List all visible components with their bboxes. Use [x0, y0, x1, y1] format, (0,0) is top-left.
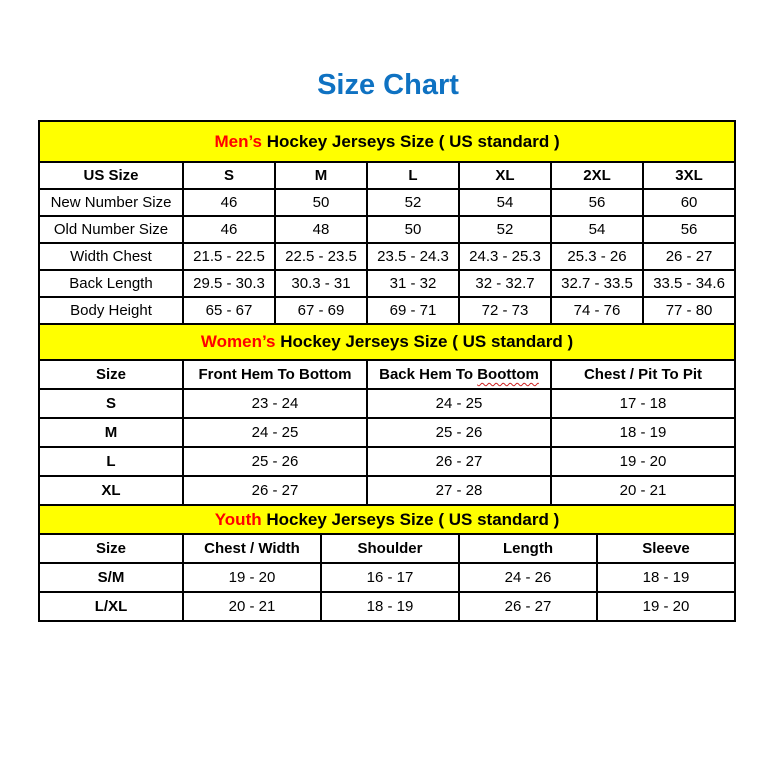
size-value-cell: 24.3 - 25.3 [459, 243, 551, 270]
size-value-cell: 25 - 26 [367, 418, 551, 447]
row-label: S/M [39, 563, 183, 592]
misspelled-word: Boottom [477, 366, 539, 383]
size-value-cell: 33.5 - 34.6 [643, 270, 735, 297]
row-label: Body Height [39, 297, 183, 324]
size-value-cell: 74 - 76 [551, 297, 643, 324]
size-value-cell: 46 [183, 216, 275, 243]
size-value-cell: 50 [275, 189, 367, 216]
mens-col-header: US Size [39, 162, 183, 189]
womens-row [39, 447, 735, 476]
mens-col-header: M [275, 162, 367, 189]
size-value-cell: 18 - 19 [597, 563, 735, 592]
size-value-cell: 54 [459, 189, 551, 216]
size-value-cell: 22.5 - 23.5 [275, 243, 367, 270]
womens-row [39, 418, 735, 447]
size-value-cell: 19 - 20 [183, 563, 321, 592]
size-value-cell: 52 [459, 216, 551, 243]
page-title: Size Chart [317, 69, 459, 101]
size-value-cell: 31 - 32 [367, 270, 459, 297]
womens-col-header: Back Hem To Boottom [367, 360, 551, 389]
mens-row [39, 216, 735, 243]
mens-header-row [39, 162, 735, 189]
size-value-cell: 27 - 28 [367, 476, 551, 505]
youth-col-header: Size [39, 534, 183, 563]
size-value-cell: 32 - 32.7 [459, 270, 551, 297]
size-value-cell: 24 - 25 [183, 418, 367, 447]
size-value-cell: 24 - 25 [367, 389, 551, 418]
size-value-cell: 50 [367, 216, 459, 243]
youth-accent-word: Youth [214, 509, 262, 529]
row-label: Back Length [39, 270, 183, 297]
mens-accent-word: Men’s [214, 131, 262, 151]
row-label: L/XL [39, 592, 183, 621]
youth-row [39, 563, 735, 592]
womens-header-row [39, 360, 735, 389]
size-tables [38, 120, 734, 622]
size-value-cell: 67 - 69 [275, 297, 367, 324]
mens-row [39, 243, 735, 270]
size-value-cell: 21.5 - 22.5 [183, 243, 275, 270]
womens-col-header: Front Hem To Bottom [183, 360, 367, 389]
size-value-cell: 26 - 27 [367, 447, 551, 476]
womens-section-title: Women’s Hockey Jerseys Size ( US standard ) [39, 324, 735, 360]
youth-row [39, 592, 735, 621]
mens-col-header: 2XL [551, 162, 643, 189]
size-value-cell: 32.7 - 33.5 [551, 270, 643, 297]
youth-table [38, 504, 736, 622]
row-label: XL [39, 476, 183, 505]
mens-row [39, 270, 735, 297]
mens-table [38, 120, 736, 325]
size-value-cell: 19 - 20 [597, 592, 735, 621]
row-label: L [39, 447, 183, 476]
mens-col-header: XL [459, 162, 551, 189]
size-value-cell: 26 - 27 [183, 476, 367, 505]
size-value-cell: 24 - 26 [459, 563, 597, 592]
mens-row [39, 297, 735, 324]
womens-accent-word: Women’s [200, 332, 276, 351]
size-value-cell: 60 [643, 189, 735, 216]
size-value-cell: 69 - 71 [367, 297, 459, 324]
size-value-cell: 30.3 - 31 [275, 270, 367, 297]
youth-col-header: Sleeve [597, 534, 735, 563]
size-value-cell: 23 - 24 [183, 389, 367, 418]
size-value-cell: 77 - 80 [643, 297, 735, 324]
size-value-cell: 29.5 - 30.3 [183, 270, 275, 297]
womens-row [39, 476, 735, 505]
youth-col-header: Chest / Width [183, 534, 321, 563]
size-value-cell: 56 [643, 216, 735, 243]
youth-col-header: Length [459, 534, 597, 563]
size-value-cell: 20 - 21 [183, 592, 321, 621]
size-value-cell: 18 - 19 [551, 418, 735, 447]
size-value-cell: 65 - 67 [183, 297, 275, 324]
size-value-cell: 23.5 - 24.3 [367, 243, 459, 270]
mens-col-header: 3XL [643, 162, 735, 189]
youth-section-title: Youth Hockey Jerseys Size ( US standard ) [39, 505, 735, 534]
womens-col-header: Size [39, 360, 183, 389]
mens-col-header: L [367, 162, 459, 189]
youth-header-row [39, 534, 735, 563]
mens-row [39, 189, 735, 216]
row-label: Width Chest [39, 243, 183, 270]
size-value-cell: 56 [551, 189, 643, 216]
size-value-cell: 52 [367, 189, 459, 216]
size-value-cell: 16 - 17 [321, 563, 459, 592]
row-label: S [39, 389, 183, 418]
size-value-cell: 54 [551, 216, 643, 243]
size-value-cell: 46 [183, 189, 275, 216]
mens-section-title: Men’s Hockey Jerseys Size ( US standard ) [39, 121, 735, 162]
row-label: New Number Size [39, 189, 183, 216]
mens-col-header: S [183, 162, 275, 189]
size-value-cell: 26 - 27 [643, 243, 735, 270]
womens-col-header: Chest / Pit To Pit [551, 360, 735, 389]
size-value-cell: 26 - 27 [459, 592, 597, 621]
size-value-cell: 18 - 19 [321, 592, 459, 621]
size-value-cell: 20 - 21 [551, 476, 735, 505]
size-value-cell: 48 [275, 216, 367, 243]
youth-col-header: Shoulder [321, 534, 459, 563]
size-value-cell: 25 - 26 [183, 447, 367, 476]
size-value-cell: 17 - 18 [551, 389, 735, 418]
size-value-cell: 72 - 73 [459, 297, 551, 324]
womens-table [38, 323, 736, 506]
row-label: M [39, 418, 183, 447]
womens-row [39, 389, 735, 418]
row-label: Old Number Size [39, 216, 183, 243]
size-value-cell: 25.3 - 26 [551, 243, 643, 270]
size-value-cell: 19 - 20 [551, 447, 735, 476]
